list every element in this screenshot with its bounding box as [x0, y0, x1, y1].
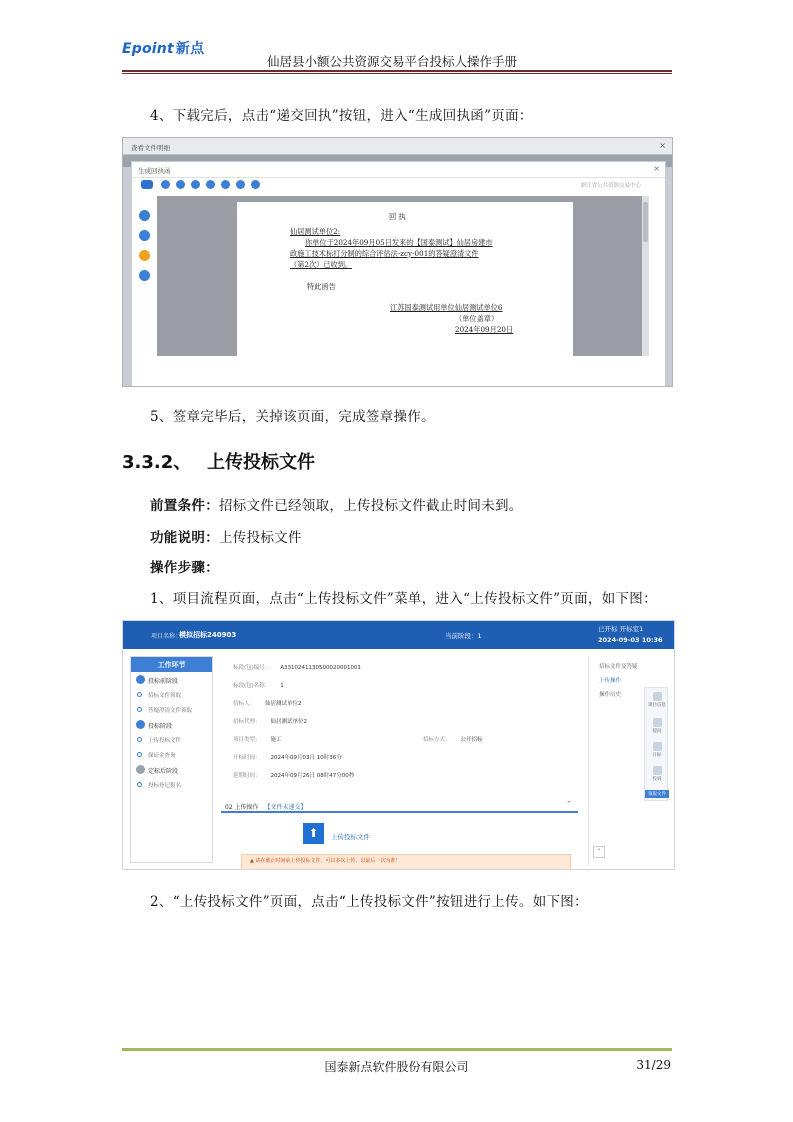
workflow-heading: 工作环节: [131, 657, 212, 672]
signature-sidebar: [135, 196, 155, 356]
header-title: 仙居县小额公共资源交易平台投标人操作手册: [266, 54, 517, 69]
stage-bidding[interactable]: 投标阶段: [131, 717, 212, 732]
header-rule-thin: [122, 73, 672, 74]
receipt-line3: （第2次）已收到。: [290, 260, 353, 269]
receipt-page: [237, 202, 573, 356]
get-file-button[interactable]: 领取文件: [645, 790, 669, 798]
dialog-close-icon[interactable]: ×: [653, 164, 660, 173]
scroll-top-button[interactable]: ⌃: [593, 846, 605, 858]
substep-get-clarification[interactable]: 答疑澄清文件领取: [131, 702, 212, 717]
precondition: [150, 494, 523, 514]
chevron-up-icon[interactable]: ⌃: [566, 800, 572, 808]
form-row: 招标人： 仙居测试单位2: [233, 701, 302, 707]
form-row: 标段(包)名称： 1: [233, 683, 284, 689]
seal-icon[interactable]: [176, 180, 185, 189]
form-row: 标段(包)编号： A3310241130500020001001: [233, 665, 362, 671]
shield-icon: [653, 766, 662, 775]
stamp-icon[interactable]: [141, 180, 153, 189]
project-label: 项目名称：: [151, 633, 182, 640]
substep-icon: [137, 692, 142, 697]
form-row: 开标时间： 2024年09月03日 10时36分: [233, 755, 342, 761]
footer-company: 国泰新点软件股份有限公司: [324, 1060, 469, 1074]
substep-icon: [137, 707, 142, 712]
sign-icon[interactable]: [191, 180, 200, 189]
question-item[interactable]: 提问: [645, 718, 669, 734]
step-tender-qa[interactable]: 招标文件及答疑: [599, 664, 638, 670]
step-upload[interactable]: 上传操作: [599, 678, 622, 684]
stage-icon: [136, 720, 145, 729]
info-icon: [653, 692, 662, 701]
upload-bid-button[interactable]: 上传投标文件: [331, 833, 370, 841]
close-icon[interactable]: ×: [659, 141, 666, 150]
page-number: 31/29: [636, 1058, 671, 1072]
opening-time: 2024-09-03 10:36: [598, 636, 663, 644]
floating-toolbar: [644, 687, 668, 801]
opening-icon: [653, 742, 662, 751]
substep-get-tender[interactable]: 招标文件领取: [131, 687, 212, 702]
stage-pre-bid[interactable]: 投标前阶段: [131, 672, 212, 687]
bookmark-icon[interactable]: [139, 230, 150, 241]
panel-title: 02 上传操作: [225, 804, 259, 811]
window-titlebar: [123, 138, 672, 155]
stage-post-award[interactable]: 定标后阶段: [131, 762, 212, 777]
project-name: 模拟招标240903: [179, 631, 237, 639]
verify-icon[interactable]: [236, 180, 245, 189]
screenshot-upload-page: [122, 620, 675, 870]
form-row: 招标代理： 仙居测试单位2: [233, 719, 308, 725]
upload-warning: ▲ 请在截止时间前上传投标文件，可以多次上传，以最后一次为准！: [241, 854, 571, 870]
substep-icon: [137, 752, 142, 757]
project-topbar: [123, 621, 674, 649]
project-info-item[interactable]: 项目信息: [645, 692, 669, 708]
form-row: 项目类型： 施工: [233, 737, 282, 743]
document-icon[interactable]: [139, 210, 150, 221]
form-row: 招标方式： 公开招标: [423, 737, 483, 743]
save-icon[interactable]: [161, 180, 170, 189]
section-heading: [122, 448, 315, 474]
stage-icon: [136, 765, 145, 774]
function-description: [150, 526, 302, 546]
function-text: 上传投标文件: [219, 530, 302, 546]
workflow-sidebar: [130, 656, 213, 863]
stage-icon: [136, 675, 145, 684]
substep-registration[interactable]: 投标登记报名: [131, 777, 212, 792]
dialog-title: 生成回执函: [138, 167, 171, 175]
receipt-addressee: 仙居测试单位2:: [290, 227, 341, 236]
screenshot-receipt-dialog: [122, 137, 673, 387]
redo-icon[interactable]: [221, 180, 230, 189]
panel-status-tag: 【文件未递交】: [264, 804, 307, 811]
info-icon[interactable]: [251, 180, 260, 189]
section-number: 3.3.2、: [122, 452, 192, 473]
paragraph-step4: 4、下载完后，点击“递交回执”按钮，进入“生成回执函”页面：: [150, 108, 533, 124]
function-label: 功能说明：: [150, 530, 219, 546]
dialog-titlebar: [132, 162, 665, 178]
substep-deposit-query[interactable]: 保证金查询: [131, 747, 212, 762]
section-title: 上传投标文件: [207, 452, 315, 473]
opening-item[interactable]: 开标: [645, 742, 669, 758]
footer-rule: [122, 1048, 672, 1051]
paragraph-upload2: 2、“上传投标文件”页面，点击“上传投标文件”按钮进行上传。如下图：: [150, 894, 588, 910]
receipt-line1: 你单位于2024年09月05日发来的【国泰测试】仙居房建市: [305, 238, 493, 247]
step-history[interactable]: 操作历史: [599, 692, 622, 698]
paragraph-upload1: 1、项目流程页面，点击“上传投标文件”菜单，进入“上传投标文件”页面，如下图：: [150, 591, 657, 607]
substep-icon: [137, 737, 142, 742]
opening-label: 已开标 开标室1: [598, 625, 644, 633]
header-logo: Epoint 新点: [122, 41, 205, 57]
header-rule: [122, 70, 672, 72]
receipt-closing: 特此函告: [307, 282, 336, 291]
document-viewer: [157, 196, 649, 356]
scrollbar-thumb[interactable]: [643, 202, 648, 242]
viewer-scrollbar[interactable]: [642, 196, 649, 356]
upload-arrow-icon[interactable]: ⬆: [303, 823, 324, 844]
substep-upload-bid[interactable]: 上传投标文件: [131, 732, 212, 747]
form-row: 延期时间： 2024年09月26日 08时47分00秒: [233, 773, 355, 779]
stamp-hint: 浙江省公共资源交易中心: [580, 183, 641, 189]
steps-label: 操作步骤：: [150, 560, 219, 576]
receipt-sender: 江苏国泰测试用单位仙居测试单位6: [390, 303, 503, 312]
receipt-line2: 政施工技术标打分制的综合评估法-zcy-001的答疑澄清文件: [290, 249, 479, 258]
project-status: 当前阶段：1: [445, 632, 482, 640]
precondition-label: 前置条件：: [150, 498, 219, 514]
steps-heading: [150, 556, 219, 576]
paragraph-step5: 5、签章完毕后，关掉该页面，完成签章操作。: [150, 409, 435, 425]
receipt-seal: （单位盖章）: [455, 314, 499, 323]
pen-icon[interactable]: [139, 250, 150, 261]
search-icon[interactable]: [139, 270, 150, 281]
window-title: 查看文件明细: [131, 144, 170, 152]
question-icon: [653, 718, 662, 727]
substep-icon: [137, 782, 142, 787]
upload-panel-header[interactable]: [221, 798, 578, 813]
undo-icon[interactable]: [206, 180, 215, 189]
receipt-date: 2024年09月20日: [455, 325, 514, 334]
complaint-item[interactable]: 投诉: [645, 766, 669, 782]
precondition-text: 招标文件已经领取，上传投标文件截止时间未到。: [219, 498, 523, 514]
receipt-title: 回 执: [389, 212, 406, 221]
signature-toolbar: [135, 180, 655, 192]
